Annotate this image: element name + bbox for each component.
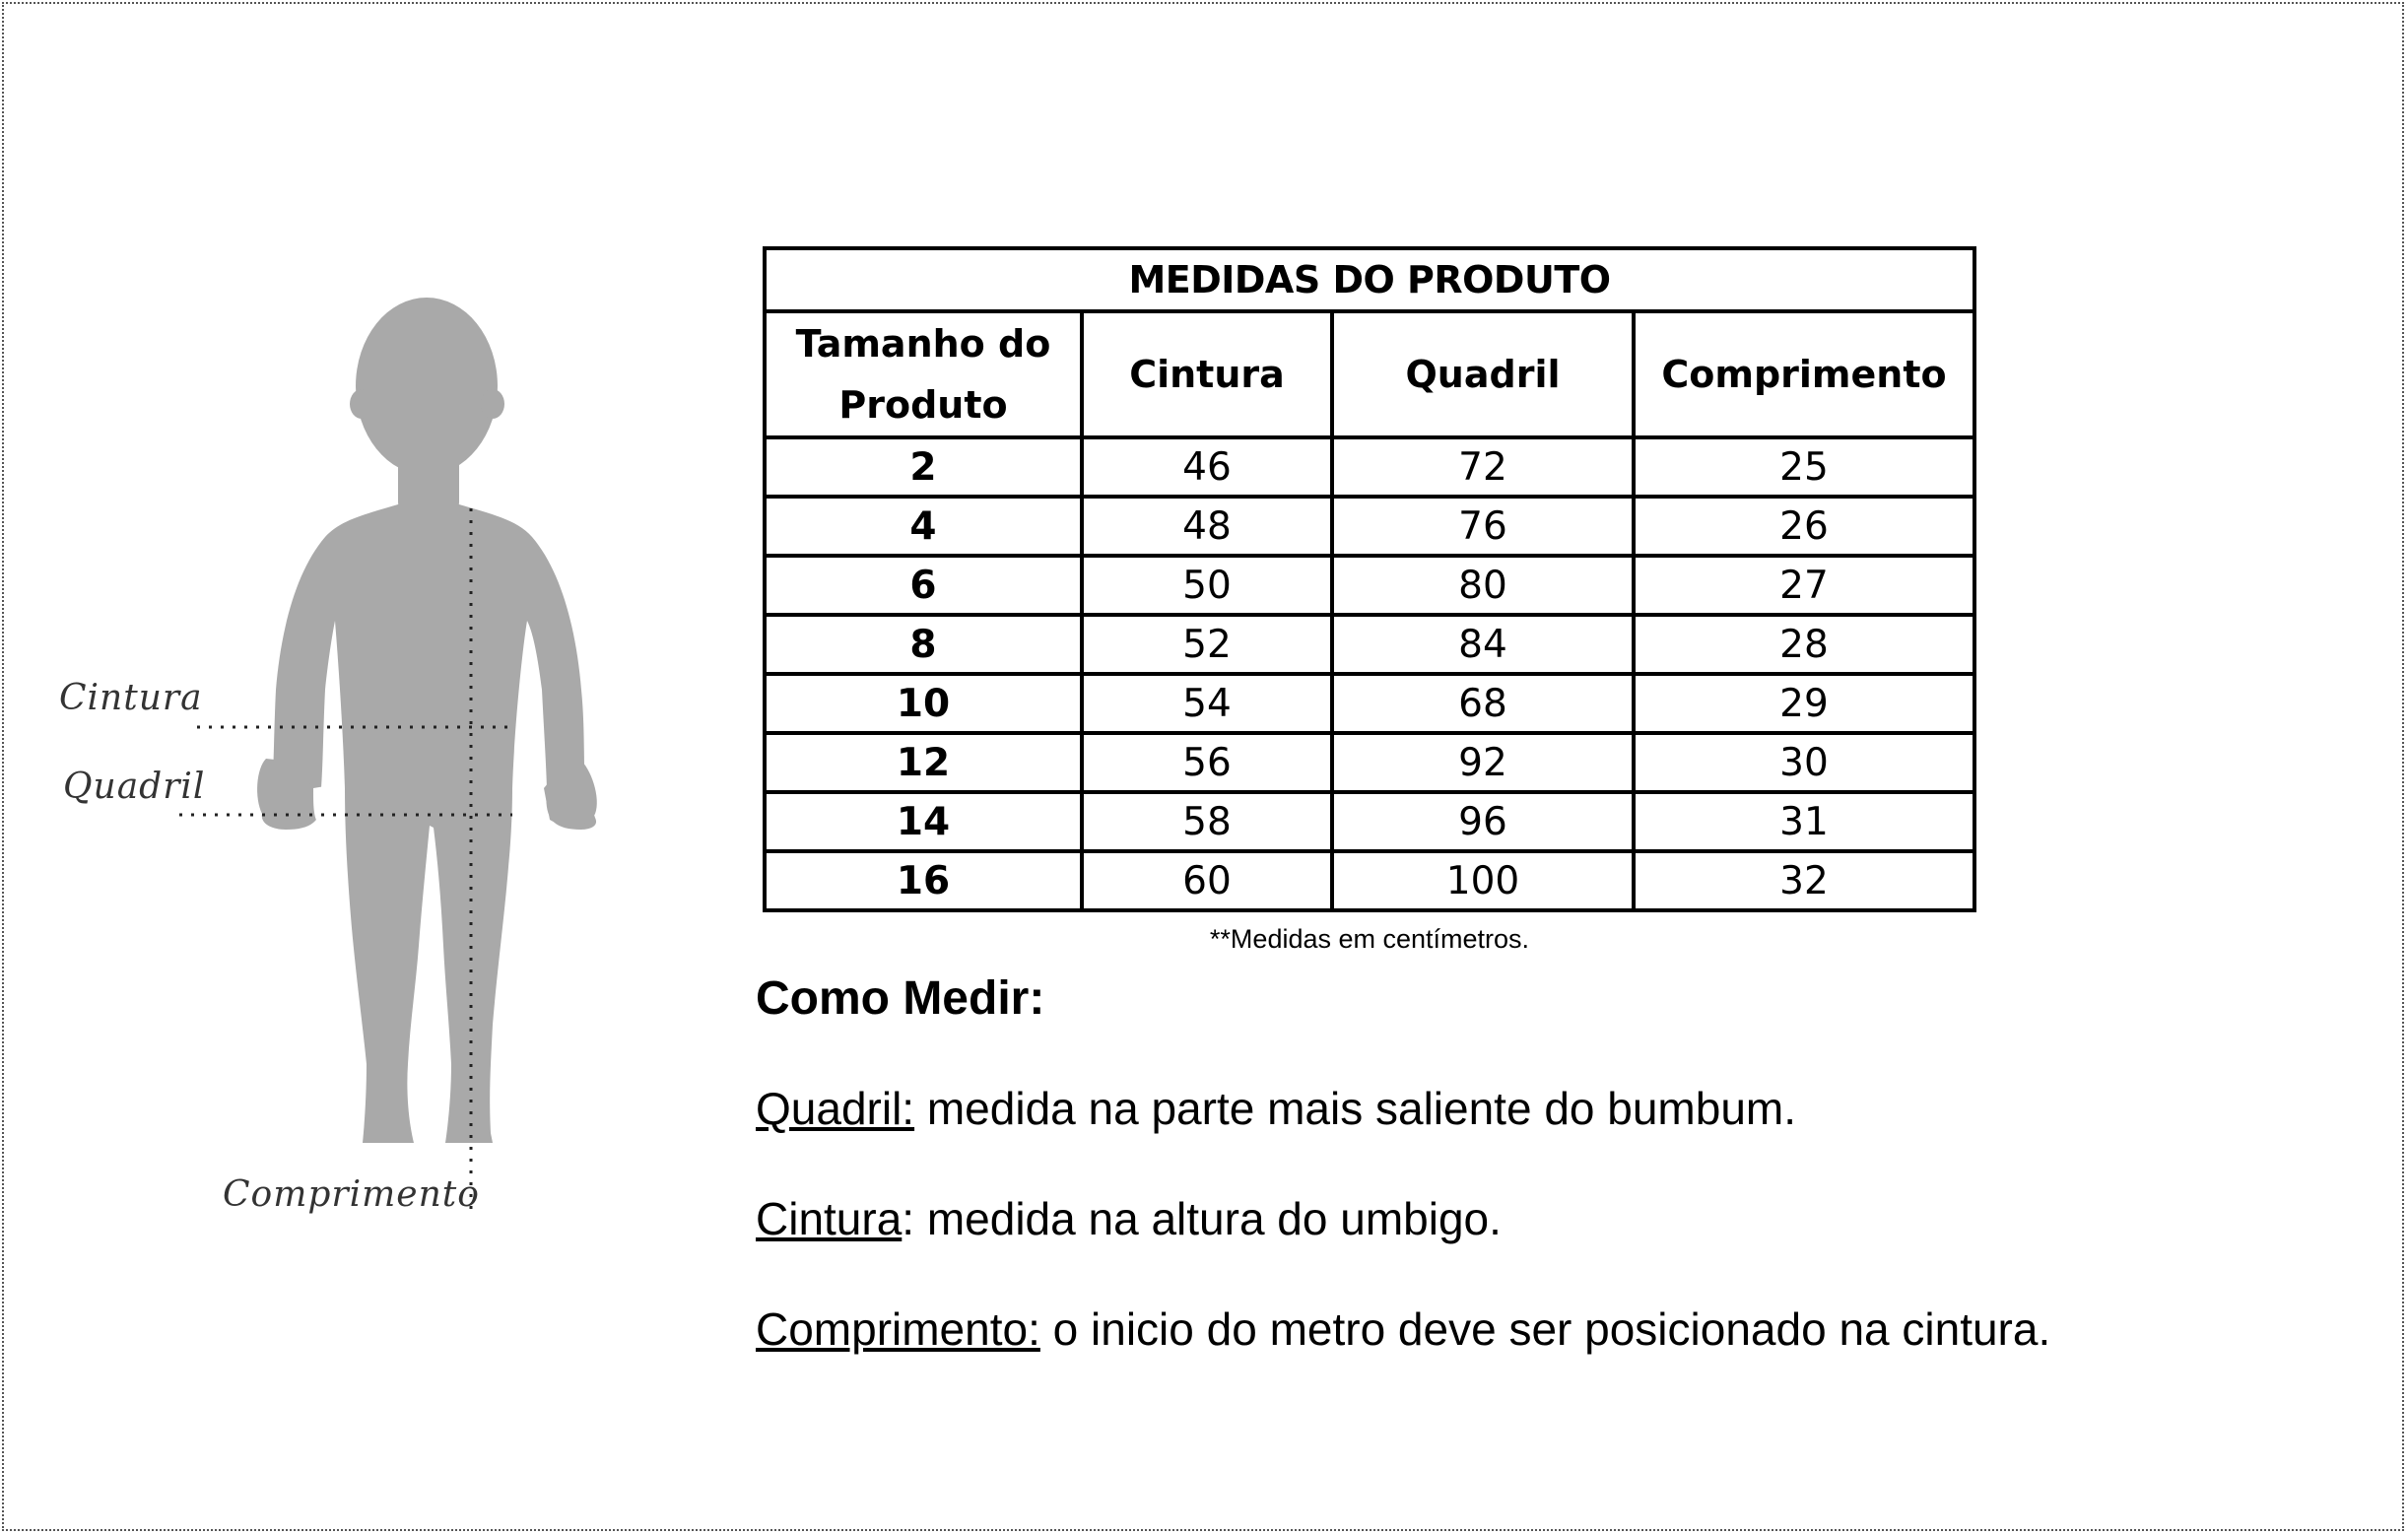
cell-quadril: 92 [1332,733,1634,792]
header-size [765,311,1082,437]
header-quadril: Quadril [1332,311,1634,437]
table-row [765,851,1974,910]
table-row [765,497,1974,556]
cell-size: 2 [765,437,1082,497]
table-row [765,792,1974,851]
header-size-line1: Tamanho do [795,322,1051,366]
how-to-comprimento [756,1302,2050,1356]
header-comprimento: Comprimento [1634,311,1974,437]
cell-size: 14 [765,792,1082,851]
table-row [765,674,1974,733]
cell-comprimento: 27 [1634,556,1974,615]
cell-cintura: 60 [1082,851,1332,910]
how-to-measure-title: Como Medir: [756,972,1045,1025]
cell-quadril: 68 [1332,674,1634,733]
cell-comprimento: 26 [1634,497,1974,556]
cell-quadril: 84 [1332,615,1634,674]
text-comprimento: o inicio do metro deve ser posicionado na cintura. [1039,1303,2051,1355]
term-cintura: Cintura [756,1193,903,1244]
cell-size: 4 [765,497,1082,556]
term-quadril: Quadril: [756,1083,915,1134]
how-to-quadril [756,1082,1796,1135]
cell-size: 10 [765,674,1082,733]
figure-label-cintura: Cintura [59,678,203,718]
cell-quadril: 80 [1332,556,1634,615]
figure-label-quadril: Quadril [63,767,206,807]
cell-comprimento: 25 [1634,437,1974,497]
table-row [765,437,1974,497]
size-table [763,246,1976,912]
cell-cintura: 50 [1082,556,1332,615]
text-quadril: medida na parte mais saliente do bumbum. [914,1083,1797,1134]
table-row [765,733,1974,792]
cell-size: 6 [765,556,1082,615]
table-row [765,556,1974,615]
cell-quadril: 72 [1332,437,1634,497]
term-comprimento: Comprimento: [756,1303,1040,1355]
cell-size: 16 [765,851,1082,910]
figure-label-comprimento: Comprimento [223,1174,480,1215]
child-silhouette-diagram [0,0,709,1535]
how-to-cintura [756,1192,1502,1245]
table-row [765,615,1974,674]
cell-quadril: 96 [1332,792,1634,851]
units-note: **Medidas em centímetros. [1209,924,1530,954]
cell-cintura: 56 [1082,733,1332,792]
cell-comprimento: 31 [1634,792,1974,851]
cell-size: 12 [765,733,1082,792]
cell-cintura: 54 [1082,674,1332,733]
cell-size: 8 [765,615,1082,674]
header-size-line2: Produto [838,383,1008,427]
cell-quadril: 76 [1332,497,1634,556]
cell-cintura: 52 [1082,615,1332,674]
cell-comprimento: 30 [1634,733,1974,792]
cell-quadril: 100 [1332,851,1634,910]
header-cintura: Cintura [1082,311,1332,437]
text-cintura: : medida na altura do umbigo. [902,1193,1502,1244]
cell-comprimento: 28 [1634,615,1974,674]
cell-comprimento: 29 [1634,674,1974,733]
cell-cintura: 58 [1082,792,1332,851]
cell-cintura: 46 [1082,437,1332,497]
cell-comprimento: 32 [1634,851,1974,910]
table-title: MEDIDAS DO PRODUTO [765,248,1974,311]
cell-cintura: 48 [1082,497,1332,556]
